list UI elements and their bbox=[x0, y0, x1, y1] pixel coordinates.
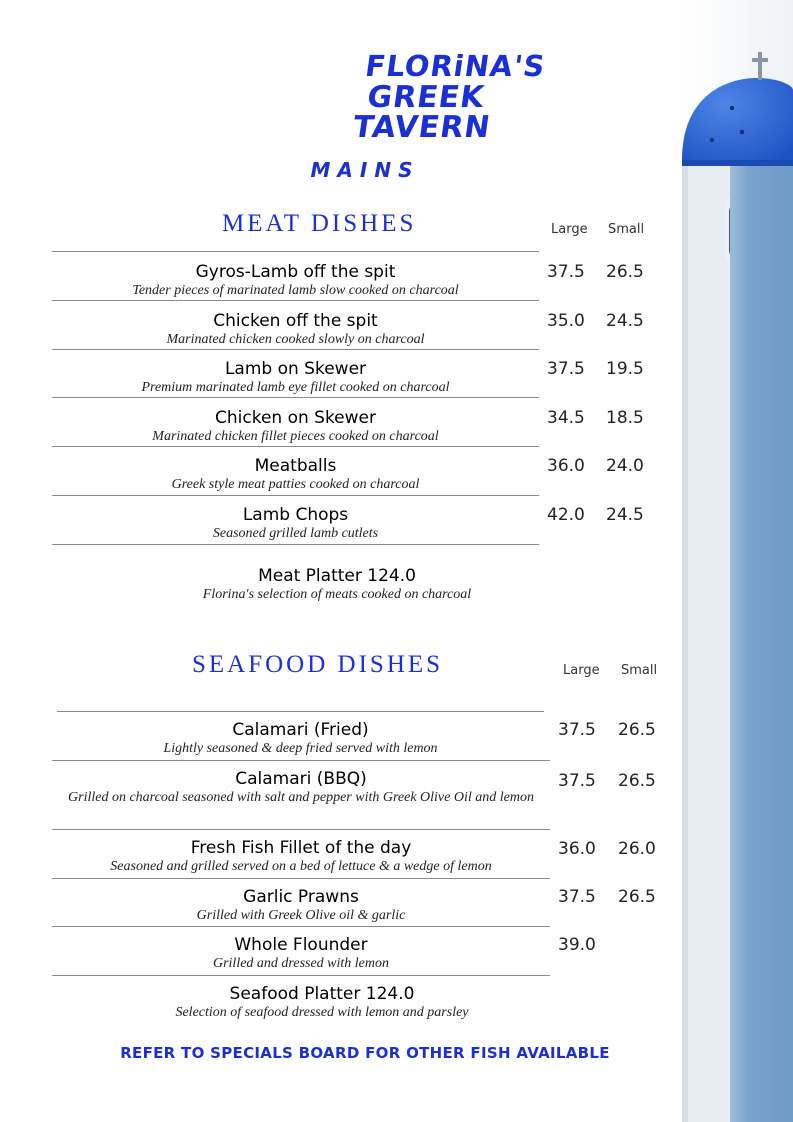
divider bbox=[52, 251, 539, 252]
price-small: 19.5 bbox=[606, 359, 644, 379]
menu-item bbox=[52, 408, 539, 446]
price-large: 37.5 bbox=[558, 887, 596, 907]
meat-section-title: MEAT DISHES bbox=[222, 210, 417, 237]
price-large: 37.5 bbox=[558, 771, 596, 791]
item-description: Grilled with Greek Olive oil & garlic bbox=[196, 908, 406, 923]
item-name: Fresh Fish Fillet bbox=[190, 838, 320, 858]
seafood-col-large: Large bbox=[563, 663, 600, 678]
platter-description: Florina's selection of meats cooked on charcoal bbox=[202, 587, 472, 602]
platter-line bbox=[52, 984, 592, 1004]
item-name: Chicken on Skewer bbox=[214, 408, 376, 428]
divider bbox=[52, 300, 539, 301]
price-large: 37.5 bbox=[547, 359, 585, 379]
item-description: Marinated chicken cooked slowly on charcoal bbox=[166, 332, 425, 347]
menu-item bbox=[52, 838, 550, 876]
item-name: Garlic Prawns bbox=[243, 887, 359, 907]
menu-item bbox=[52, 311, 539, 349]
seafood-platter bbox=[52, 984, 592, 1022]
divider bbox=[52, 975, 550, 976]
item-description: Marinated chicken fillet pieces cooked on charcoal bbox=[152, 429, 439, 444]
item-description: Seasoned and grilled served on a bed of lettuce & a wedge of lemon bbox=[110, 859, 492, 874]
price-large: 37.5 bbox=[547, 262, 585, 282]
menu-item bbox=[52, 505, 539, 543]
item-name: Lamb on Skewer bbox=[224, 359, 367, 379]
meat-platter bbox=[52, 566, 622, 604]
item-name: Lamb Chops bbox=[242, 505, 349, 525]
price-small: 26.0 bbox=[618, 839, 656, 859]
menu-item bbox=[52, 887, 550, 925]
seafood-col-small: Small bbox=[621, 663, 658, 678]
item-name: Gyros-Lamb off the spit bbox=[195, 262, 396, 282]
item-name: Meatballs bbox=[254, 456, 337, 476]
price-small: 24.0 bbox=[606, 456, 644, 476]
item-description: Lightly seasoned & deep fried served with lemon bbox=[163, 741, 438, 756]
platter-price: 124.0 bbox=[367, 566, 416, 586]
menu-item bbox=[52, 935, 550, 973]
divider bbox=[52, 544, 539, 545]
specials-note: REFER TO SPECIALS BOARD FOR OTHER FISH AVAILABLE bbox=[120, 1044, 610, 1062]
item-description: Grilled on charcoal seasoned with salt and pepper with Greek Olive Oil and lemon bbox=[68, 790, 534, 805]
price-small: 18.5 bbox=[606, 408, 644, 428]
menu-item bbox=[52, 456, 539, 494]
item-description: Tender pieces of marinated lamb slow cooked on charcoal bbox=[132, 283, 459, 298]
price-large: 34.5 bbox=[547, 408, 585, 428]
item-name-line bbox=[52, 838, 550, 858]
menu-item bbox=[52, 359, 539, 397]
meat-col-large: Large bbox=[551, 222, 588, 237]
platter-name: Seafood Platter bbox=[229, 984, 361, 1004]
church-illustration bbox=[682, 0, 793, 1122]
price-small: 24.5 bbox=[606, 311, 644, 331]
divider bbox=[52, 760, 550, 761]
price-small: 26.5 bbox=[618, 771, 656, 791]
platter-name: Meat Platter bbox=[258, 566, 362, 586]
item-name: Calamari (BBQ) bbox=[235, 769, 367, 789]
price-large: 35.0 bbox=[547, 311, 585, 331]
restaurant-logo bbox=[290, 49, 563, 145]
item-name: Chicken off the spit bbox=[213, 311, 378, 331]
item-name-suffix: of the day bbox=[319, 838, 412, 858]
item-name: Whole Flounder bbox=[234, 935, 368, 955]
meat-col-small: Small bbox=[608, 222, 645, 237]
menu-item bbox=[52, 769, 550, 807]
platter-line bbox=[52, 566, 622, 586]
divider bbox=[52, 829, 550, 830]
divider bbox=[52, 446, 539, 447]
item-description: Greek style meat patties cooked on charcoal bbox=[171, 477, 420, 492]
price-small: 26.5 bbox=[606, 262, 644, 282]
item-description: Grilled and dressed with lemon bbox=[212, 956, 390, 971]
divider bbox=[52, 926, 550, 927]
platter-price: 124.0 bbox=[365, 984, 415, 1004]
item-description: Premium marinated lamb eye fillet cooked on charcoal bbox=[141, 380, 450, 395]
price-large: 36.0 bbox=[558, 839, 596, 859]
divider bbox=[52, 495, 539, 496]
logo-line-1: FLORiNA'S bbox=[363, 49, 548, 83]
logo-line-2: GREEK TAVERN bbox=[350, 80, 493, 145]
item-name: Calamari (Fried) bbox=[232, 720, 369, 740]
price-small: 26.5 bbox=[618, 887, 656, 907]
price-small: 26.5 bbox=[618, 720, 656, 740]
price-large: 37.5 bbox=[558, 720, 596, 740]
price-large: 42.0 bbox=[547, 505, 585, 525]
price-small: 24.5 bbox=[606, 505, 644, 525]
platter-description: Selection of seafood dressed with lemon and parsley bbox=[175, 1005, 469, 1020]
price-large: 39.0 bbox=[558, 935, 596, 955]
divider bbox=[52, 397, 539, 398]
menu-item bbox=[52, 262, 539, 300]
divider bbox=[52, 349, 539, 350]
item-description: Seasoned grilled lamb cutlets bbox=[212, 526, 379, 541]
price-large: 36.0 bbox=[547, 456, 585, 476]
divider bbox=[57, 711, 544, 712]
divider bbox=[52, 878, 550, 879]
seafood-section-title: SEAFOOD DISHES bbox=[192, 651, 444, 678]
page-heading: MAINS bbox=[310, 158, 420, 182]
menu-item bbox=[57, 720, 544, 758]
